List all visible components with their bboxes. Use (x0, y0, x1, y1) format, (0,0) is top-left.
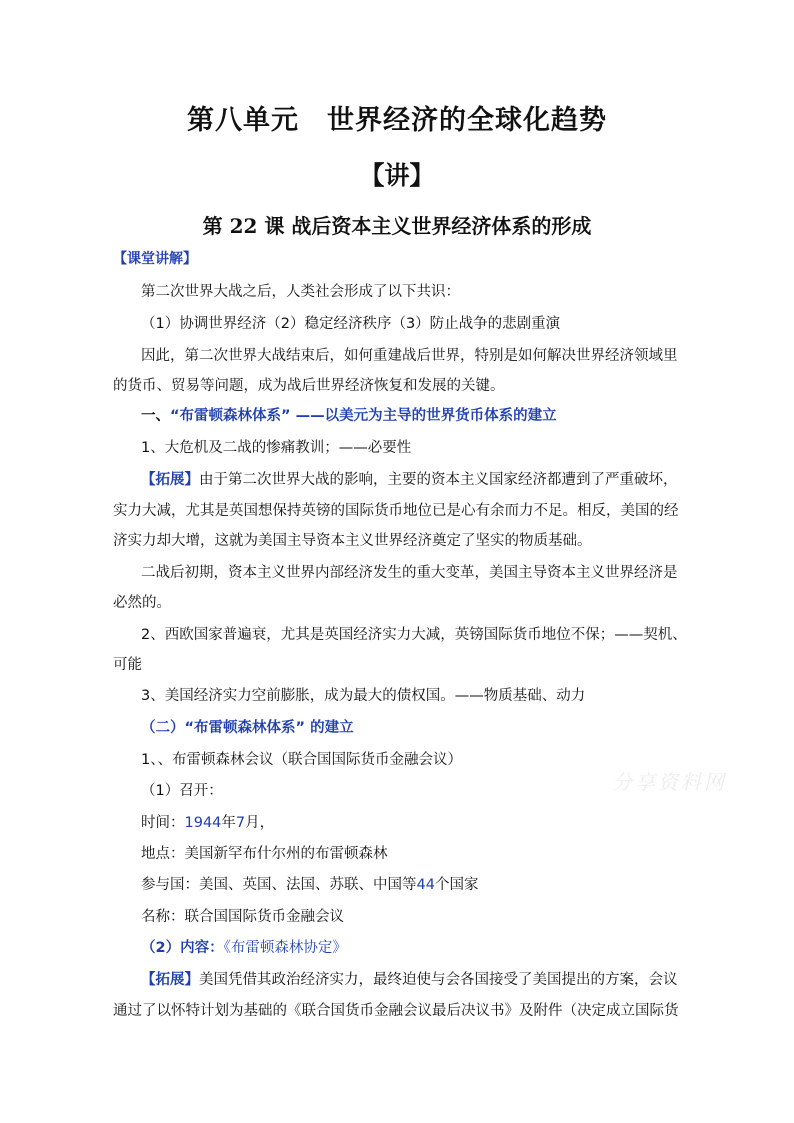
extension-2b: 通过了以怀特计划为基础的《联合国货币金融会议最后决议书》及附件（决定成立国际货 (113, 1003, 679, 1019)
extension-1b: 实力大减，尤其是英国想保持英镑的国际货币地位已是心有余而力不足。相反，美国的经 (113, 503, 679, 519)
time-mid: 年 (221, 815, 236, 831)
heading-1-prefix: 一、 (141, 408, 170, 424)
extension-tag: 【拓展】 (141, 472, 199, 488)
time-end: 月， (245, 815, 275, 831)
place-line: 地点：美国新罕布什尔州的布雷顿森林 (141, 846, 388, 862)
participants-line (141, 875, 478, 895)
extension-tag-2: 【拓展】 (141, 972, 199, 988)
extension-1c: 济实力却大增，这就为美国主导资本主义世界经济奠定了坚实的物质基础。 (113, 533, 592, 549)
heading-2: （二）“布雷顿森林体系” 的建立 (141, 720, 354, 736)
classroom-tag: 【课堂讲解】 (113, 251, 197, 267)
participants-b: 个国家 (434, 877, 479, 893)
content-value: 《布雷顿森林协定》 (223, 940, 347, 956)
name-line: 名称：联合国国际货币金融会议 (141, 909, 344, 925)
sub-item-1: （1）召开： (141, 783, 223, 799)
item-2a: 2、西欧国家普遍衰，尤其是英国经济实力大减，英镑国际货币地位不保；——契机、 (141, 627, 687, 643)
lesson-title: 第 22 课 战后资本主义世界经济体系的形成 (202, 214, 592, 238)
paragraph-3b: 的货币、贸易等问题，成为战后世界经济恢复和发展的关键。 (113, 378, 505, 394)
participants-a: 参与国：美国、英国、法国、苏联、中国等 (141, 877, 417, 893)
extension-2a (141, 970, 678, 990)
extension-1a (141, 470, 678, 490)
item-3: 3、美国经济实力空前膨胀，成为最大的债权国。——物质基础、动力 (141, 688, 586, 704)
paragraph-1: 第二次世界大战之后，人类社会形成了以下共识： (141, 284, 460, 300)
extension-1a-text: 由于第二次世界大战的影响，主要的资本主义国家经济都遭到了严重破坏， (199, 472, 678, 488)
paragraph-2: （1）协调世界经济（2）稳定经济秩序（3）防止战争的悲剧重演 (141, 316, 561, 332)
item-4: 1、、布雷顿森林会议（联合国国际货币金融会议） (141, 752, 462, 768)
section-tag: 【讲】 (359, 161, 435, 190)
paragraph-4a: 二战后初期，资本主义世界内部经济发生的重大变革，美国主导资本主义世界经济是 (141, 565, 678, 581)
watermark: 分享资料网 (612, 770, 727, 794)
item-1: 1、大危机及二战的惨痛教训；——必要性 (141, 440, 412, 456)
extension-2a-text: 美国凭借其政治经济实力，最终迫使与会各国接受了美国提出的方案，会议 (199, 972, 678, 988)
time-line (141, 813, 274, 833)
time-label: 时间： (141, 815, 185, 831)
time-month: 7 (235, 815, 246, 831)
paragraph-4b: 必然的。 (113, 595, 171, 611)
heading-1-text: “布雷顿森林体系” ——以美元为主导的世界货币体系的建立 (170, 408, 557, 424)
heading-1 (141, 406, 557, 426)
participants-number: 44 (416, 877, 435, 893)
time-year: 1944 (184, 815, 222, 831)
paragraph-3a: 因此，第二次世界大战结束后，如何重建战后世界，特别是如何解决世界经济领域里 (141, 348, 678, 364)
item-2b: 可能 (113, 657, 142, 673)
content-label: （2）内容： (141, 940, 224, 956)
unit-title: 第八单元 世界经济的全球化趋势 (187, 105, 607, 136)
content-line (141, 938, 347, 958)
